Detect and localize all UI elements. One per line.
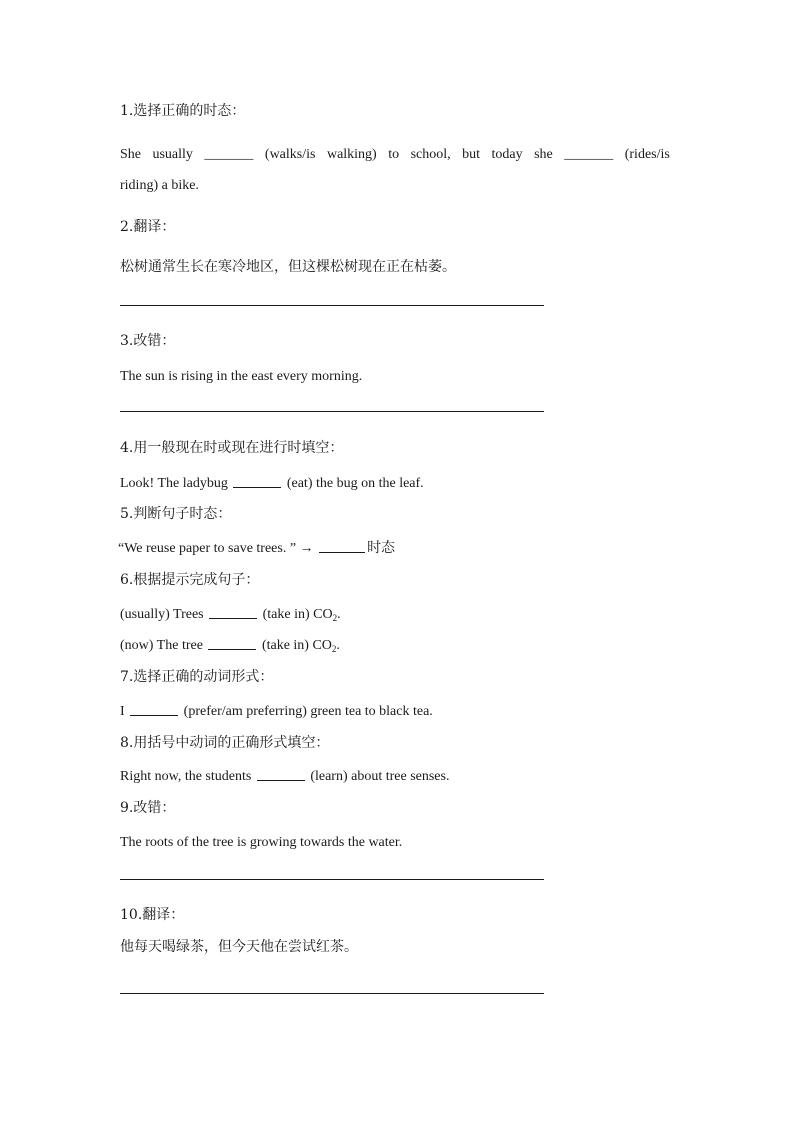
q3-heading: 3.改错： bbox=[120, 333, 176, 349]
q1-word: usually bbox=[152, 147, 193, 162]
q1-blank[interactable]: _______ bbox=[564, 147, 614, 162]
q4-heading: 4.用一般现在时或现在进行时填空： bbox=[120, 440, 344, 456]
q8-after: (learn) about tree senses. bbox=[306, 769, 450, 784]
q5-blank[interactable] bbox=[319, 540, 365, 553]
q1-sentence-line1 bbox=[120, 146, 670, 164]
q1-word: she bbox=[534, 147, 553, 162]
q1-word: but bbox=[462, 147, 481, 162]
q2-answer-line[interactable] bbox=[120, 305, 544, 306]
q3-answer-line[interactable] bbox=[120, 411, 544, 412]
q10-heading: 10.翻译： bbox=[120, 907, 185, 923]
q6-line1 bbox=[120, 606, 341, 624]
q8-sentence bbox=[120, 768, 449, 786]
q4-before: Look! The ladybug bbox=[120, 476, 232, 491]
q9-answer-line[interactable] bbox=[120, 879, 544, 880]
q8-before: Right now, the students bbox=[120, 769, 255, 784]
q6-line1-before: (usually) Trees bbox=[120, 607, 208, 622]
q5-heading: 5.判断句子时态： bbox=[120, 506, 232, 522]
q5-sentence bbox=[118, 539, 395, 558]
q10-answer-line[interactable] bbox=[120, 993, 544, 994]
q4-after: (eat) the bug on the leaf. bbox=[283, 476, 424, 491]
q1-word: (rides/is bbox=[624, 147, 670, 162]
q8-blank[interactable] bbox=[257, 768, 305, 781]
q9-heading: 9.改错： bbox=[120, 800, 176, 816]
q1-heading: 1.选择正确的时态： bbox=[120, 103, 246, 119]
q6-blank-2[interactable] bbox=[208, 637, 256, 650]
q4-sentence bbox=[120, 475, 424, 493]
q7-blank[interactable] bbox=[130, 703, 178, 716]
q6-heading: 6.根据提示完成句子： bbox=[120, 572, 260, 588]
q1-word: school, bbox=[410, 147, 451, 162]
q6-line1-period: . bbox=[337, 607, 341, 622]
q7-sentence bbox=[120, 703, 433, 721]
q3-sentence: The sun is rising in the east every morning. bbox=[120, 369, 363, 384]
q2-sentence: 松树通常生长在寒冷地区，但这棵松树现在正在枯萎。 bbox=[120, 259, 456, 275]
q9-sentence: The roots of the tree is growing towards the water. bbox=[120, 835, 403, 850]
q6-line2 bbox=[120, 637, 340, 655]
q1-word: walking) bbox=[326, 147, 377, 162]
q6-line2-subscript: 2 bbox=[331, 644, 337, 654]
q8-heading: 8.用括号中动词的正确形式填空： bbox=[120, 735, 330, 751]
q6-line2-before: (now) The tree bbox=[120, 638, 207, 653]
q6-line2-period: . bbox=[336, 638, 340, 653]
q1-word: She bbox=[120, 147, 141, 162]
q1-sentence-line2: riding) a bike. bbox=[120, 178, 199, 193]
q7-before: I bbox=[120, 704, 129, 719]
q5-before: “We reuse paper to save trees. ” → bbox=[118, 541, 318, 556]
q1-blank[interactable]: _______ bbox=[204, 147, 254, 162]
q5-after: 时态 bbox=[367, 540, 396, 556]
q1-word: today bbox=[491, 147, 523, 162]
q6-line1-after: (take in) CO bbox=[259, 607, 333, 622]
q7-after: (prefer/am preferring) green tea to black tea. bbox=[180, 704, 433, 719]
q1-word: to bbox=[388, 147, 400, 162]
q4-blank[interactable] bbox=[233, 475, 281, 488]
q6-blank-1[interactable] bbox=[209, 606, 257, 619]
q2-heading: 2.翻译： bbox=[120, 219, 176, 235]
q6-line1-subscript: 2 bbox=[332, 613, 338, 623]
q10-sentence: 他每天喝绿茶，但今天他在尝试红茶。 bbox=[120, 939, 358, 955]
q7-heading: 7.选择正确的动词形式： bbox=[120, 669, 274, 685]
q1-word: (walks/is bbox=[264, 147, 316, 162]
q6-line2-after: (take in) CO bbox=[258, 638, 332, 653]
